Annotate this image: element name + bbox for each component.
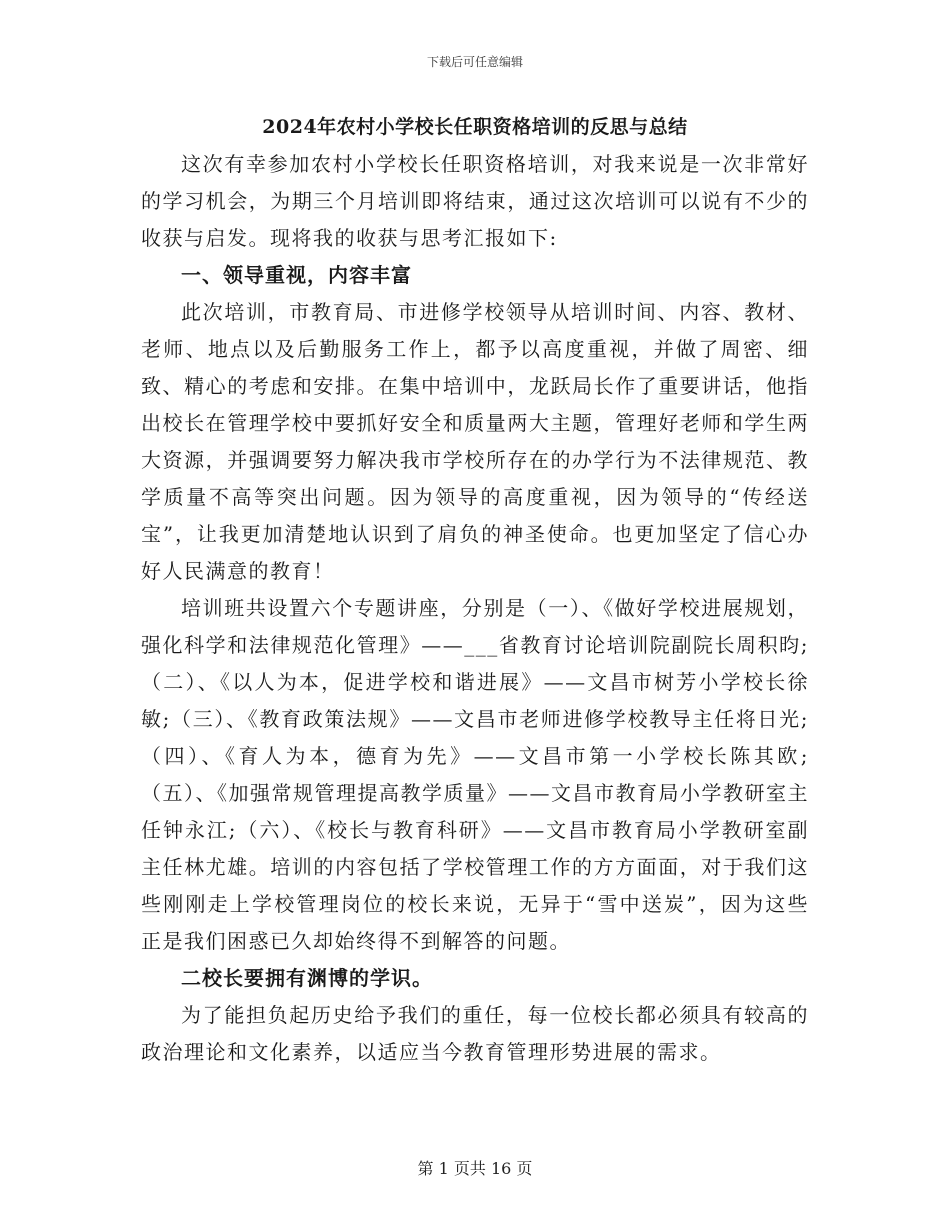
section-heading-1: 一、领导重视，内容丰富 <box>181 263 412 287</box>
paragraph-lectures: 培训班共设置六个专题讲座，分别是（一）、《做好学校进展规划，强化科学和法律规范化管理》——___省教育讨论培训院副院长周积昀;（二）、《以人为本，促进学校和谐进展》——文昌市树芳小学校长徐敏;（三）、《教育政策法规》——文昌市老师进修学校教导主任将日光;（四）、《育人为本，德育为先》——文昌市第一小学校长陈其欧;（五）、《加强常规管理提高教学质量》——文昌市教育局小学教研室主任钟永江;（六）、《校长与教育科研》——文昌市教育局小学教研室副主任林尤雄。培训的内容包括了学校管理工作的方方面面，对于我们这些刚刚走上学校管理岗位的校长来说，无异于“雪中送炭”，因为这些正是我们困惑已久却始终得不到解答的问题。 <box>141 596 809 953</box>
section-heading-2: 二校长要拥有渊博的学识。 <box>181 966 433 990</box>
paragraph-intro: 这次有幸参加农村小学校长任职资格培训，对我来说是一次非常好的学习机会，为期三个月培训即将结束，通过这次培训可以说有不少的收获与启发。现将我的收获与思考汇报如下: <box>141 152 809 250</box>
document-body <box>141 112 809 1071</box>
page-header: 下载后可任意编辑 <box>426 55 523 69</box>
page-footer: 第 1 页共 16 页 <box>417 1159 533 1178</box>
paragraph-leadership: 此次培训，市教育局、市进修学校领导从培训时间、内容、教材、老师、地点以及后勤服务工作上，都予以高度重视，并做了周密、细致、精心的考虑和安排。在集中培训中，龙跃局长作了重要讲话，他指出校长在管理学校中要抓好安全和质量两大主题，管理好老师和学生两大资源，并强调要努力解决我市学校所存在的办学行为不法律规范、教学质量不高等突出问题。因为领导的高度重视，因为领导的“传经送宝”，让我更加清楚地认识到了肩负的神圣使命。也更加坚定了信心办好人民满意的教育！ <box>141 300 809 583</box>
document-title: 2024年农村小学校长任职资格培训的反思与总结 <box>262 116 688 138</box>
paragraph-knowledge: 为了能担负起历史给予我们的重任，每一位校长都必须具有较高的政治理论和文化素养，以适应当今教育管理形势进展的需求。 <box>141 1003 809 1064</box>
